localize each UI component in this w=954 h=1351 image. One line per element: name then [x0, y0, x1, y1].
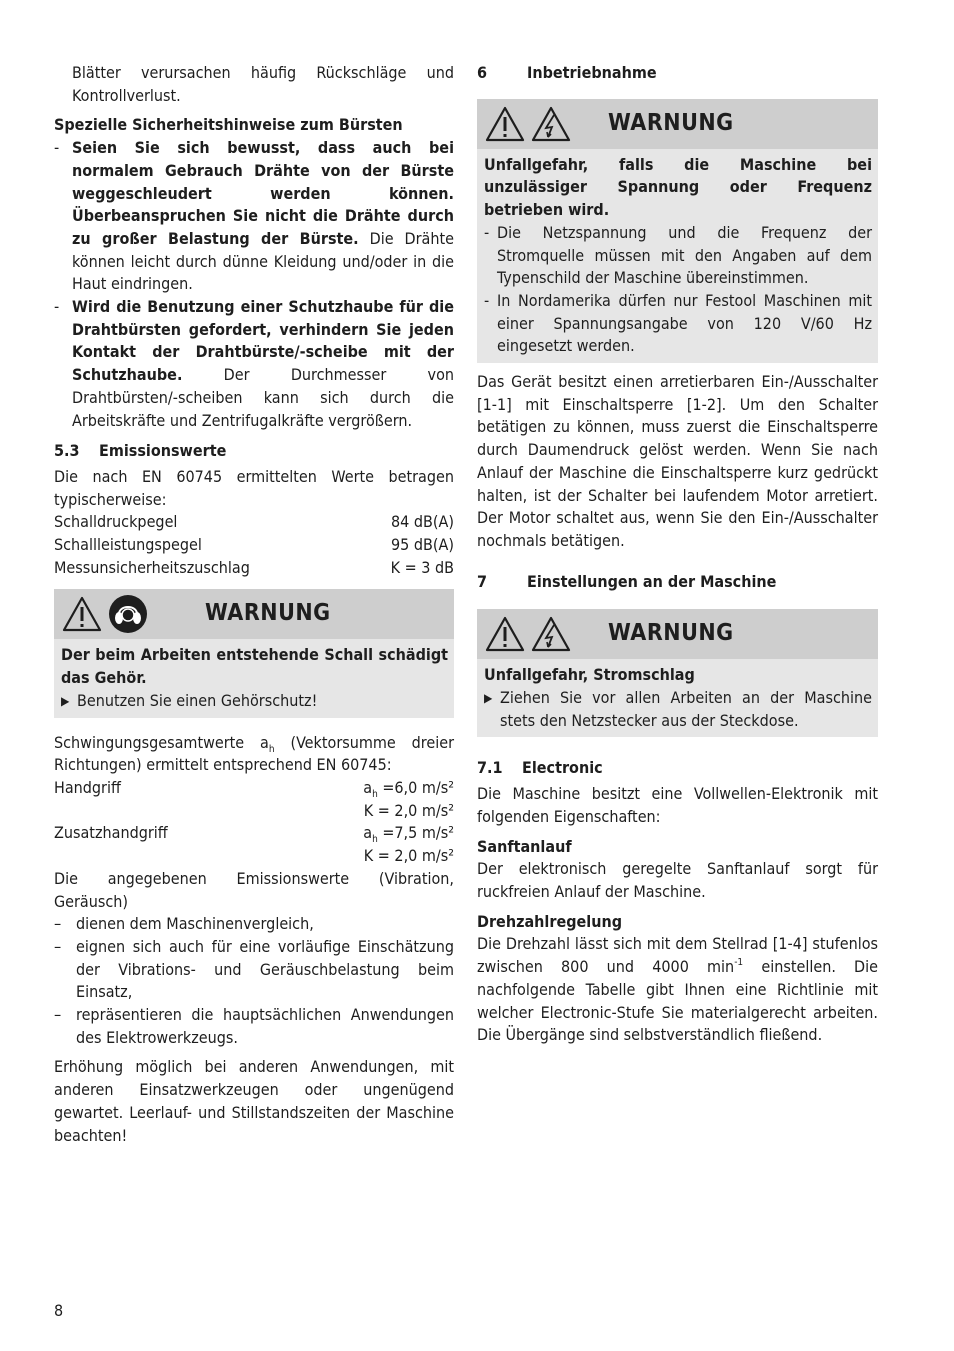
- warning-body: [477, 659, 878, 737]
- section-title: Einstellungen an der Maschine: [527, 571, 777, 591]
- soft-start-heading: Sanftanlauf: [477, 836, 572, 856]
- warning-action: ▶ Ziehen Sie vor allen Arbeiten an der Maschine stets den Netzstecker aus der Steckdose.: [484, 687, 872, 732]
- emission-list-item: – repräsentieren die hauptsächlichen Anwendungen des Elektrowerkzeugs.: [54, 1004, 454, 1049]
- emission-value: 84 dB(A): [391, 512, 454, 532]
- emission-row: [54, 534, 454, 557]
- emission-intro: Die nach EN 60745 ermittelten Werte betragen typischerweise:: [54, 466, 454, 509]
- section-heading-6: [477, 62, 878, 85]
- section-title: Emissionswerte: [99, 441, 227, 461]
- voltage-warning-box: [477, 99, 878, 363]
- vibration-row: [54, 777, 454, 822]
- warning-title: WARNUNG: [608, 109, 734, 136]
- vibration-intro: [54, 732, 454, 777]
- brush-list: [54, 137, 454, 432]
- brush-item-text: Der Durchmesser von Drahtbürsten/-scheiben kann sich durch die Arbeitskräfte und Zentrifugalkräfte vergrößern.: [72, 365, 454, 430]
- warning-title: WARNUNG: [608, 620, 734, 647]
- vibration-value: [363, 822, 454, 867]
- brush-heading: Spezielle Sicherheitshinweise zum Bürsten: [54, 115, 403, 135]
- warning-lead: Unfallgefahr, Stromschlag: [484, 665, 695, 685]
- warning-list-item: - Die Netzspannung und die Frequenz der Stromquelle müssen mit den Angaben auf dem Typenschild der Maschine übereinstimmen.: [484, 222, 872, 290]
- electric-shock-icon: [531, 106, 571, 142]
- warning-triangle-icon: [485, 106, 525, 142]
- brush-item-text: Die Drähte können leicht durch dünne Kleidung und/oder in die Haut eindringen.: [72, 228, 454, 294]
- electric-shock-icon: [531, 616, 571, 652]
- section-number: 7: [477, 571, 488, 591]
- right-column: [477, 62, 878, 1047]
- warning-body: [477, 149, 878, 363]
- page-number: 8: [54, 1301, 64, 1320]
- emission-label: Messunsicherheitszuschlag: [54, 557, 250, 577]
- warning-header: [477, 99, 878, 149]
- warning-icons: [62, 594, 202, 634]
- emission-list: [54, 913, 454, 1049]
- vibration-label: Zusatzhandgriff: [54, 823, 168, 843]
- warning-title: WARNUNG: [205, 600, 331, 627]
- closing-text: Erhöhung möglich bei anderen Anwendungen, mit anderen Einsatzwerkzeugen oder ungenügend gewartet. Leerlauf- und Stillstandszeiten der Maschine beachten!: [54, 1057, 454, 1145]
- section-heading-7: [477, 571, 878, 594]
- brush-item-bold: Wird die Benutzung einer Schutzhaube für die Drahtbürsten gefordert, verhindern Sie jeden Kontakt der Drahtbürste/-scheibe mit der Schutzhaube.: [72, 297, 454, 385]
- vibration-label: Handgriff: [54, 777, 121, 797]
- vibration-value: [363, 777, 454, 822]
- emission-row: [54, 557, 454, 580]
- warning-icons: [485, 616, 625, 652]
- vib-intro-sub: h: [268, 743, 275, 755]
- vib-sub: h: [372, 834, 378, 846]
- vibration-table: [54, 777, 454, 868]
- warning-list-item: - In Nordamerika dürfen nur Festool Maschinen mit einer Spannungsangabe von 120 V/60 Hz eingesetzt werden.: [484, 290, 872, 358]
- electronic-intro: Die Maschine besitzt eine Vollwellen-Elektronik mit folgenden Eigenschaften:: [477, 784, 878, 826]
- warning-body: [54, 639, 454, 717]
- vib-k: K = 2,0 m/s²: [363, 846, 454, 866]
- intro-text: Blätter verursachen häufig Rückschläge und Kontrollverlust.: [72, 63, 454, 105]
- vib-intro-a: Schwingungsgesamtwerte a: [54, 732, 269, 752]
- shock-warning-box: [477, 609, 878, 737]
- section-title: Electronic: [522, 758, 603, 778]
- vib-symbol: a: [363, 777, 373, 797]
- speed-text: [477, 933, 878, 1047]
- vib-symbol: a: [363, 823, 373, 843]
- emission-list-item: – eignen sich auch für eine vorläufige Einschätzung der Vibrations- und Geräuschbelastung beim Einsatz,: [54, 936, 454, 1004]
- switch-text: Das Gerät besitzt einen arretierbaren Ein-/Ausschalter [1-1] mit Einschaltsperre [1-2]. Um den Schalter betätigen zu können, muss zuerst die Einschaltsperre durch Daumendruck gelöst werden. Wenn Sie nach Anlauf der Maschine die Einschaltsperre kurz gedrückt halten, ist der Schalter bei laufendem Motor arretiert. Der Motor schaltet aus, wenn Sie den Ein-/Ausschalter nochmals betätigen.: [477, 372, 878, 550]
- warning-lead: Der beim Arbeiten entstehende Schall schädigt das Gehör.: [61, 645, 448, 688]
- section-heading-7-1: [477, 757, 878, 780]
- section-number: 6: [477, 63, 488, 82]
- speed-text-a: Die Drehzahl lässt sich mit dem Stellrad [1-4] stufenlos zwischen 800 und 4000 min: [477, 934, 878, 977]
- warning-list: [484, 222, 872, 358]
- emission-value: 95 dB(A): [391, 535, 454, 555]
- left-column: [54, 62, 454, 1147]
- ear-protection-icon: [108, 594, 148, 634]
- warning-triangle-icon: [62, 596, 102, 632]
- warning-header: [54, 589, 454, 639]
- speed-sup: -1: [734, 957, 744, 969]
- soft-start-text: Der elektronisch geregelte Sanftanlauf sorgt für ruckfreien Anlauf der Maschine.: [477, 859, 878, 901]
- emission-table: [54, 511, 454, 579]
- emission-note: Die angegebenen Emissionswerte (Vibration, Geräusch): [54, 868, 454, 911]
- section-number: 5.3: [54, 441, 80, 461]
- emission-list-item: – dienen dem Maschinenvergleich,: [54, 913, 454, 936]
- noise-warning-box: [54, 589, 454, 717]
- warning-action: ▶ Benutzen Sie einen Gehörschutz!: [61, 690, 448, 713]
- vib-k: K = 2,0 m/s²: [363, 800, 454, 820]
- speed-text-b: einstellen. Die nachfolgende Tabelle gibt Ihnen eine Richtlinie mit welcher Electronic-Stufe Sie materialgerecht arbeiten. Die Übergänge sind selbstverständlich fließend.: [477, 957, 879, 1045]
- warning-lead: Unfallgefahr, falls die Maschine bei unzulässiger Spannung oder Frequenz betrieben wird.: [484, 154, 872, 220]
- vibration-row: [54, 822, 454, 867]
- emission-label: Schallleistungspegel: [54, 535, 202, 555]
- speed-heading: Drehzahlregelung: [477, 911, 623, 931]
- emission-label: Schalldruckpegel: [54, 512, 178, 532]
- brush-item: [54, 137, 454, 296]
- warning-icons: [485, 106, 625, 142]
- vib-val: =6,0 m/s²: [377, 777, 454, 797]
- vib-intro-b: (Vektorsumme dreier Richtungen) ermittelt entsprechend EN 60745:: [54, 732, 454, 775]
- section-number: 7.1: [477, 758, 503, 778]
- vib-sub: h: [372, 788, 378, 800]
- emission-value: K = 3 dB: [390, 557, 454, 577]
- brush-item: [54, 296, 454, 432]
- warning-triangle-icon: [485, 616, 525, 652]
- warning-header: [477, 609, 878, 659]
- vib-val: =7,5 m/s²: [377, 823, 454, 843]
- emission-row: [54, 511, 454, 534]
- section-title: Inbetriebnahme: [527, 63, 657, 82]
- brush-item-bold: Seien Sie sich bewusst, dass auch bei normalem Gebrauch Drähte von der Bürste weggeschleudert werden können. Überbeanspruchen Sie nicht die Drähte durch zu großer Belastung der Bürste.: [72, 138, 454, 248]
- section-heading-5-3: [54, 440, 454, 463]
